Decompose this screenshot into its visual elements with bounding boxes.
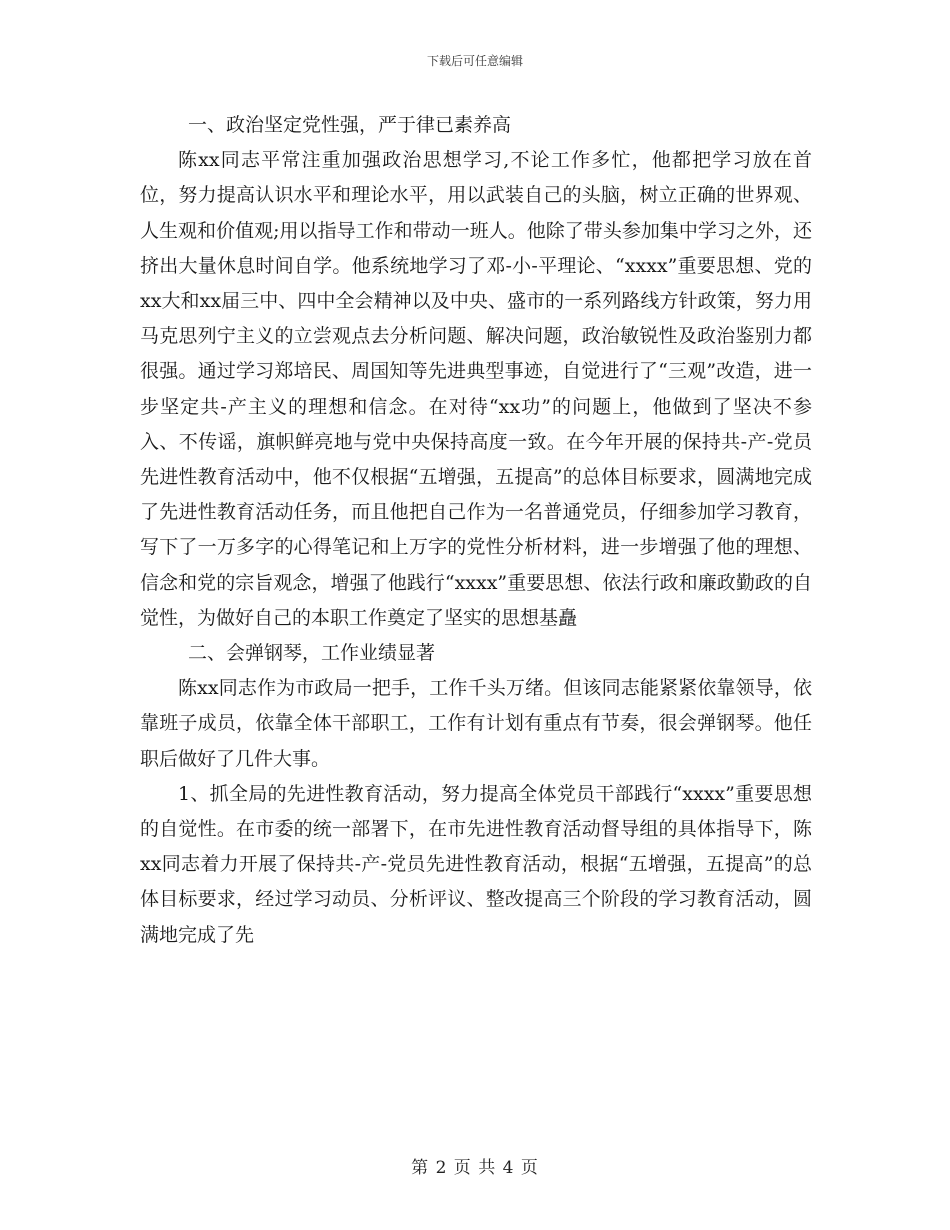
page-header: 下载后可任意编辑	[426, 54, 523, 68]
paragraph-3: 1、抓全局的先进性教育活动，努力提高全体党员干部践行“xxxx”重要思想的自觉性。在市委的统一部署下，在市先进性教育活动督导组的具体指导下，陈xx同志着力开展了保持共-产-党员先进性教育活动，根据“五增强，五提高”的总体目标要求，经过学习动员、分析评议、整改提高三个阶段的学习教育活动，圆满地完成了先	[140, 782, 812, 946]
section-heading-1: 一、政治坚定党性强，严于律已素养高	[188, 114, 512, 136]
section-heading-2: 二、会弹钢琴，工作业绩显著	[188, 642, 436, 665]
page-number: 第 2 页 共 4 页	[411, 1158, 539, 1178]
paragraph-2: 陈xx同志作为市政局一把手，工作千头万绪。但该同志能紧紧依靠领导，依靠班子成员，依靠全体干部职工，工作有计划有重点有节奏，很会弹钢琴。他任职后做好了几件大事。	[140, 677, 812, 770]
paragraph-1: 陈xx同志平常注重加强政治思想学习,不论工作多忙，他都把学习放在首位，努力提高认识水平和理论水平，用以武装自己的头脑，树立正确的世界观、人生观和价值观;用以指导工作和带动一班人。他除了带头参加集中学习之外，还挤出大量休息时间自学。他系统地学习了邓-小-平理论、“xxxx”重要思想、党的xx大和xx届三中、四中全会精神以及中央、盛市的一系列路线方针政策，努力用马克思列宁主义的立尝观点去分析问题、解决问题，政治敏锐性及政治鉴别力都很强。通过学习郑培民、周国知等先进典型事迹，自觉进行了“三观”改造，进一步坚定共-产主义的理想和信念。在对待“xx功”的问题上，他做到了坚决不参入、不传谣，旗帜鲜亮地与党中央保持高度一致。在今年开展的保持共-产-党员先进性教育活动中，他不仅根据“五增强，五提高”的总体目标要求，圆满地完成了先进性教育活动任务，而且他把自己作为一名普通党员，仔细参加学习教育，写下了一万多字的心得笔记和上万字的党性分析材料，进一步增强了他的理想、信念和党的宗旨观念，增强了他践行“xxxx”重要思想、依法行政和廉政勤政的自觉性，为做好自己的本职工作奠定了坚实的思想基矗	[140, 149, 812, 629]
document-body	[140, 108, 812, 953]
